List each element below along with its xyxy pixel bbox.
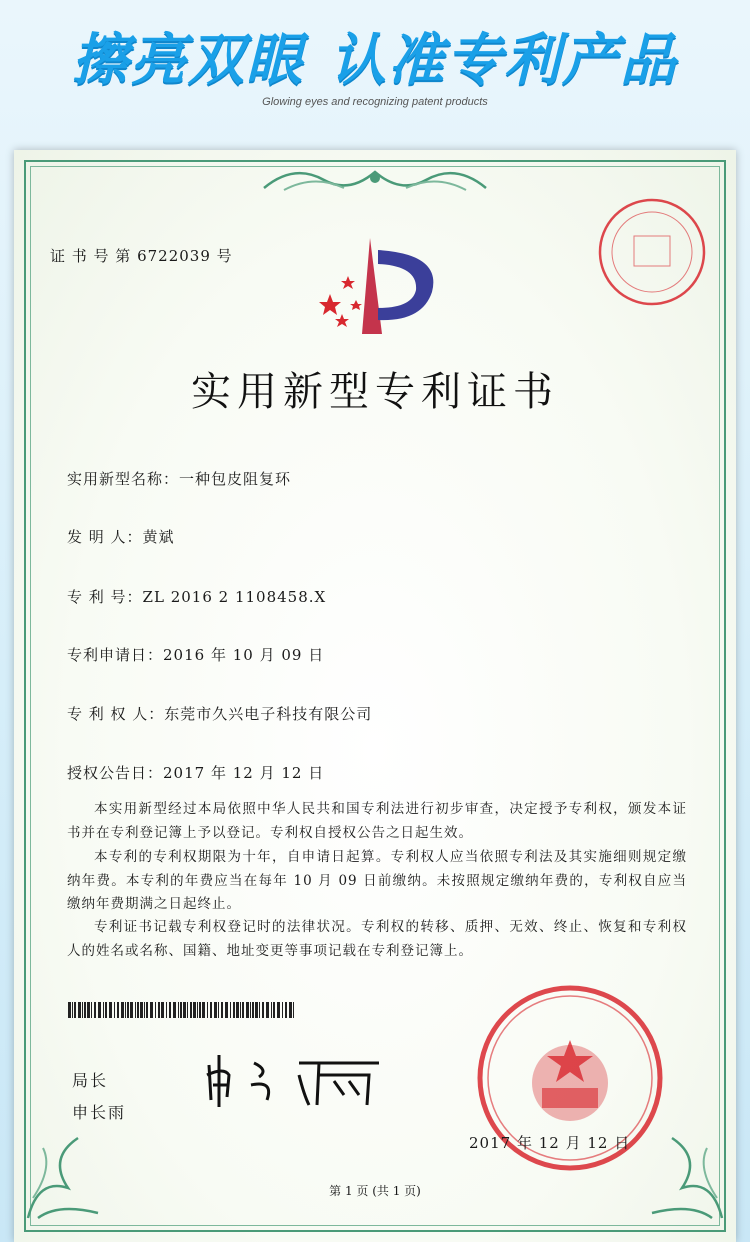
headline — [0, 16, 750, 96]
paragraph-legal-status: 专利证书记载专利权登记时的法律状况。专利权的转移、质押、无效、终止、恢复和专利权人的姓名或名称、国籍、地址变更等事项记载在专利登记簿上。 — [67, 919, 687, 959]
subheadline: Glowing eyes and recognizing patent products — [262, 96, 488, 108]
issue-date: 2017 年 12 月 12 日 — [469, 1134, 631, 1152]
field-patent-number: 专 利 号：ZL 2016 2 1108458.X — [67, 588, 327, 606]
headline-left: 擦亮双眼 — [72, 28, 304, 93]
page-number: 第 1 页 (共 1 页) — [329, 1184, 421, 1198]
headline-right: 认准专利产品 — [330, 28, 678, 93]
field-filing-date: 专利申请日：2016 年 10 月 09 日 — [67, 646, 325, 664]
patent-certificate — [14, 150, 736, 1242]
certificate-title: 实用新型专利证书 — [191, 369, 559, 415]
paragraph-grant: 本实用新型经过本局依照中华人民共和国专利法进行初步审查，决定授予专利权，颁发本证书并在专利登记簿上予以登记。专利权自授权公告之日起生效。 — [67, 801, 687, 841]
field-grant-date: 授权公告日：2017 年 12 月 12 日 — [67, 764, 325, 782]
tax-stamp-icon — [596, 196, 708, 308]
corner-ornament-left-icon — [18, 1118, 108, 1228]
director-name: 申长雨 — [72, 1103, 127, 1122]
certificate-number: 证 书 号 第 6722039 号 — [50, 247, 233, 265]
signature-icon — [199, 1045, 399, 1115]
paragraph-term: 本专利的专利权期限为十年，自申请日起算。专利权人应当依照专利法及其实施细则规定缴纳年费。本专利的年费应当在每年 10 月 09 日前缴纳。未按照规定缴纳年费的，专利权自应当缴纳年费期满之日起终止。 — [67, 849, 687, 912]
field-utility-model-name: 实用新型名称：一种包皮阻复环 — [67, 470, 292, 488]
page-header — [0, 0, 750, 120]
barcode-icon — [68, 1002, 298, 1018]
top-ornament-icon — [254, 158, 496, 200]
director-title: 局长 — [72, 1071, 109, 1090]
patent-office-logo-icon — [312, 236, 442, 336]
field-inventor: 发 明 人：黄斌 — [67, 528, 175, 546]
field-patentee: 专 利 权 人：东莞市久兴电子科技有限公司 — [67, 705, 373, 723]
